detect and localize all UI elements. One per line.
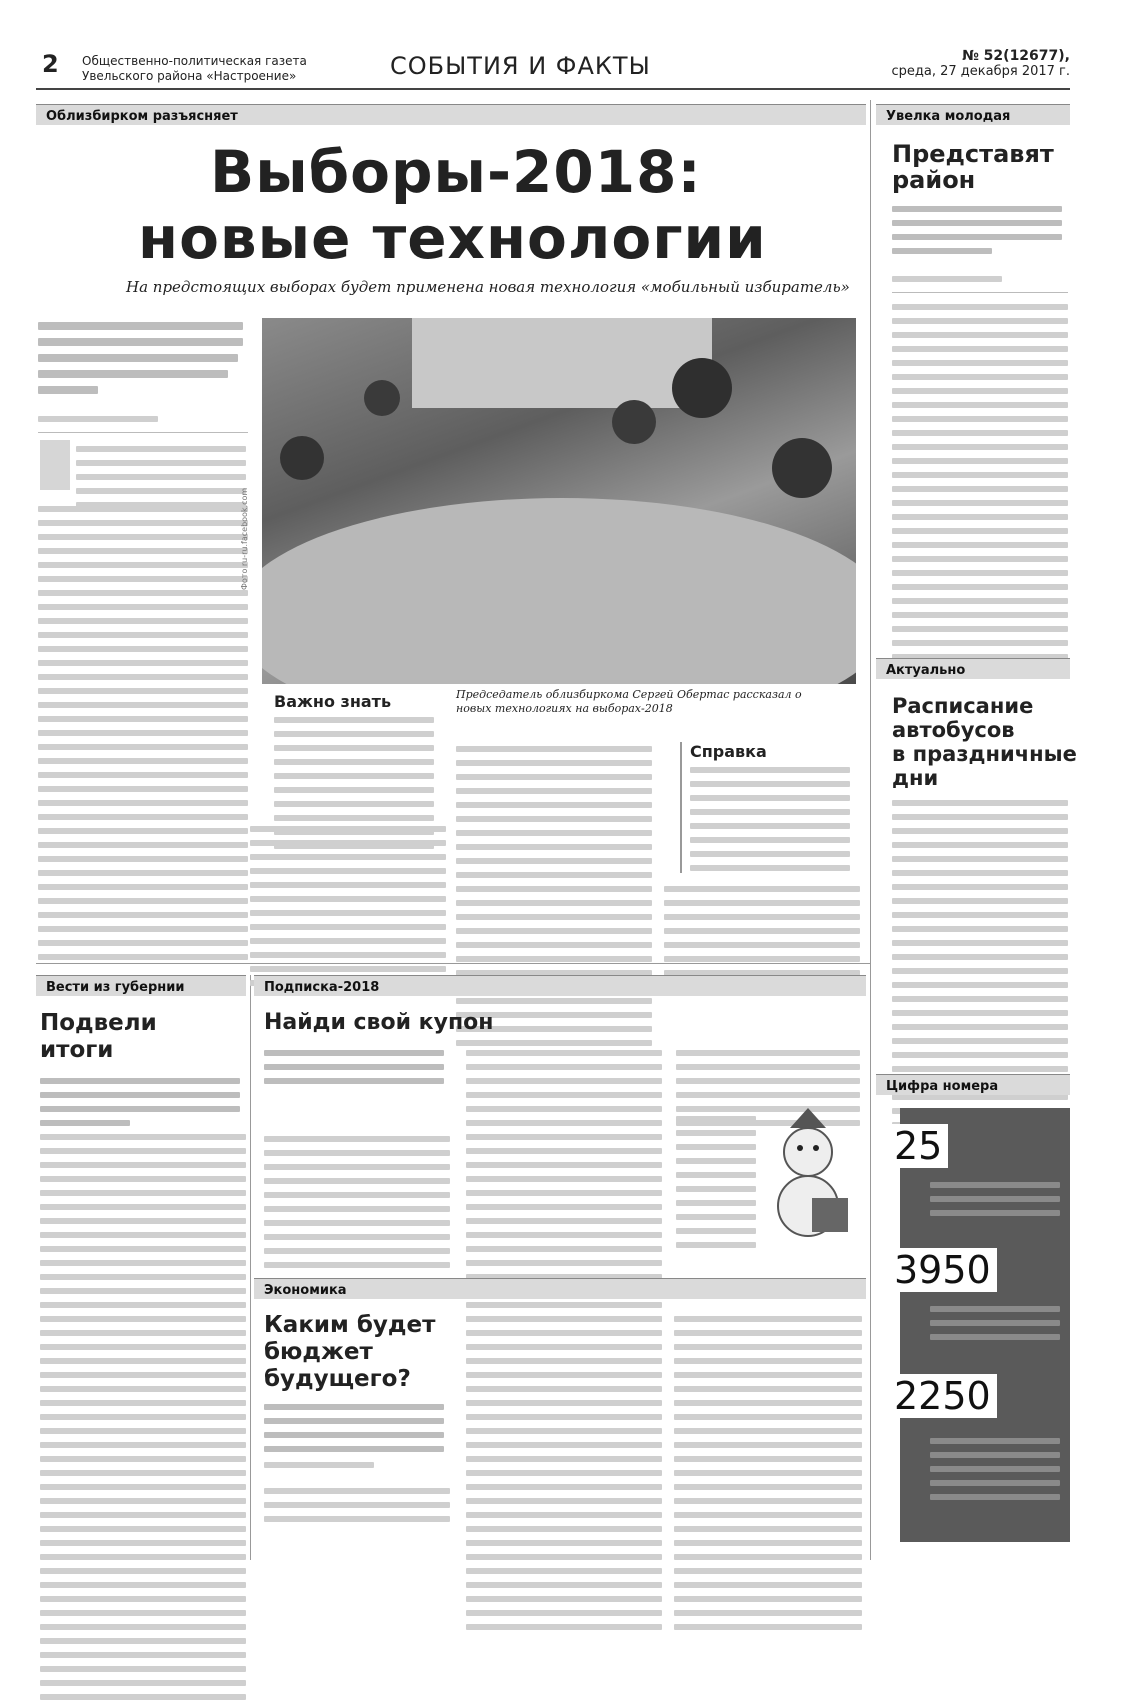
box-reference-placeholder [690, 767, 850, 871]
figure-3-value: 2250 [888, 1374, 997, 1418]
figure-2-value: 3950 [888, 1248, 997, 1292]
photo-emblem [672, 358, 732, 418]
right-headline-2-line-2: автобусов [892, 718, 1015, 742]
left-bottom-headline-line-2: итоги [40, 1037, 114, 1063]
economy-headline-line-2: бюджет [264, 1339, 373, 1365]
right-body-2-placeholder [892, 800, 1068, 1150]
subscription-rubric: Подписка-2018 [264, 980, 380, 995]
economy-headline-line-3: будущего? [264, 1366, 411, 1392]
economy-body-2-placeholder [466, 1316, 662, 1638]
photo-scene [262, 318, 856, 684]
figure-1-value: 25 [888, 1124, 948, 1168]
right-rubric-1: Увелка молодая [886, 109, 1011, 124]
economy-body-3-placeholder [674, 1316, 862, 1638]
right-column-rule [870, 100, 871, 1560]
paper-line-2: Увельского района «Настроение» [82, 69, 297, 83]
figure-1-placeholder [930, 1182, 1060, 1224]
issue-number: № 52(12677), [961, 48, 1070, 64]
snowman-illustration [760, 1108, 856, 1238]
right-lead-1-placeholder [892, 206, 1062, 262]
body-col2-placeholder [250, 826, 446, 994]
photo-wall [412, 318, 712, 408]
lead-placeholder [38, 322, 248, 402]
economy-body-1-placeholder [264, 1488, 450, 1530]
figures-panel [894, 1108, 1070, 1542]
box-reference-title: Справка [690, 742, 767, 761]
right-headline-2-line-4: дни [892, 766, 939, 790]
page-number: 2 [42, 50, 59, 78]
subscription-body-4-placeholder [676, 1116, 756, 1256]
right-rubric-2-bar [876, 658, 1070, 679]
left-bottom-rubric-bar [36, 975, 246, 996]
economy-lead-placeholder [264, 1404, 444, 1460]
body-col3-placeholder [456, 746, 652, 1054]
main-subheadline: На предстоящих выборах будет применена новая технология «мобильный избиратель» [126, 278, 850, 296]
subscription-headline: Найди свой купон [264, 1010, 494, 1035]
figure-3-placeholder [930, 1438, 1060, 1508]
bottom-left-rule [250, 975, 251, 1560]
economy-rubric: Экономика [264, 1283, 347, 1298]
main-rubric-bar [36, 104, 866, 125]
right-rubric-2: Актуально [886, 663, 966, 678]
subscription-lead-placeholder [264, 1050, 444, 1092]
economy-rubric-bar [254, 1278, 866, 1299]
left-bottom-body-placeholder [40, 1134, 246, 1708]
right-rubric-3-bar [876, 1074, 1070, 1095]
left-bottom-headline-line-1: Подвели [40, 1010, 157, 1036]
right-byline-1-placeholder [892, 276, 1002, 282]
subscription-body-1-placeholder [264, 1136, 450, 1276]
paper-line-1: Общественно-политическая газета [82, 54, 307, 68]
main-headline-line-1: Выборы-2018: [210, 138, 702, 206]
masthead-rule [36, 88, 1070, 90]
main-headline-line-2: новые технологии [138, 204, 767, 272]
main-photo [262, 318, 856, 684]
photo-credit: Фото ru-ru.facebook.com [240, 487, 249, 590]
right-rubric-1-bar [876, 104, 1070, 125]
main-rubric: Облизбирком разъясняет [46, 109, 238, 124]
photo-person [612, 400, 656, 444]
photo-person [280, 436, 324, 480]
right-byline-1-rule [892, 292, 1068, 293]
issue-date: среда, 27 декабря 2017 г. [891, 64, 1070, 79]
byline-placeholder [38, 416, 158, 422]
drop-cap [40, 440, 70, 490]
box-reference [680, 742, 862, 873]
body-col1b-placeholder [38, 506, 248, 968]
right-headline-2-line-3: в праздничные [892, 742, 1077, 766]
photo-table [262, 498, 856, 684]
box-important-title: Важно знать [274, 692, 392, 711]
economy-headline-line-1: Каким будет [264, 1312, 436, 1338]
left-bottom-rubric: Вести из губернии [46, 980, 185, 995]
section-title: СОБЫТИЯ И ФАКТЫ [390, 52, 651, 80]
right-headline-2-line-1: Расписание [892, 694, 1034, 718]
photo-person [772, 438, 832, 498]
snowman-icon [760, 1108, 856, 1238]
subscription-rubric-bar [254, 975, 866, 996]
right-headline-1-line-1: Представят [892, 140, 1054, 168]
right-rubric-3: Цифра номера [886, 1079, 999, 1094]
byline-rule [38, 432, 248, 433]
right-body-1-placeholder [892, 304, 1068, 668]
right-headline-1-line-2: район [892, 166, 976, 194]
photo-caption: Председатель облизбиркома Сергей Обертас рассказал о новых технологиях на выборах-2018 [456, 688, 802, 715]
economy-byline-placeholder [264, 1462, 374, 1468]
left-bottom-lead-placeholder [40, 1078, 240, 1134]
photo-person [364, 380, 400, 416]
figure-2-placeholder [930, 1306, 1060, 1348]
